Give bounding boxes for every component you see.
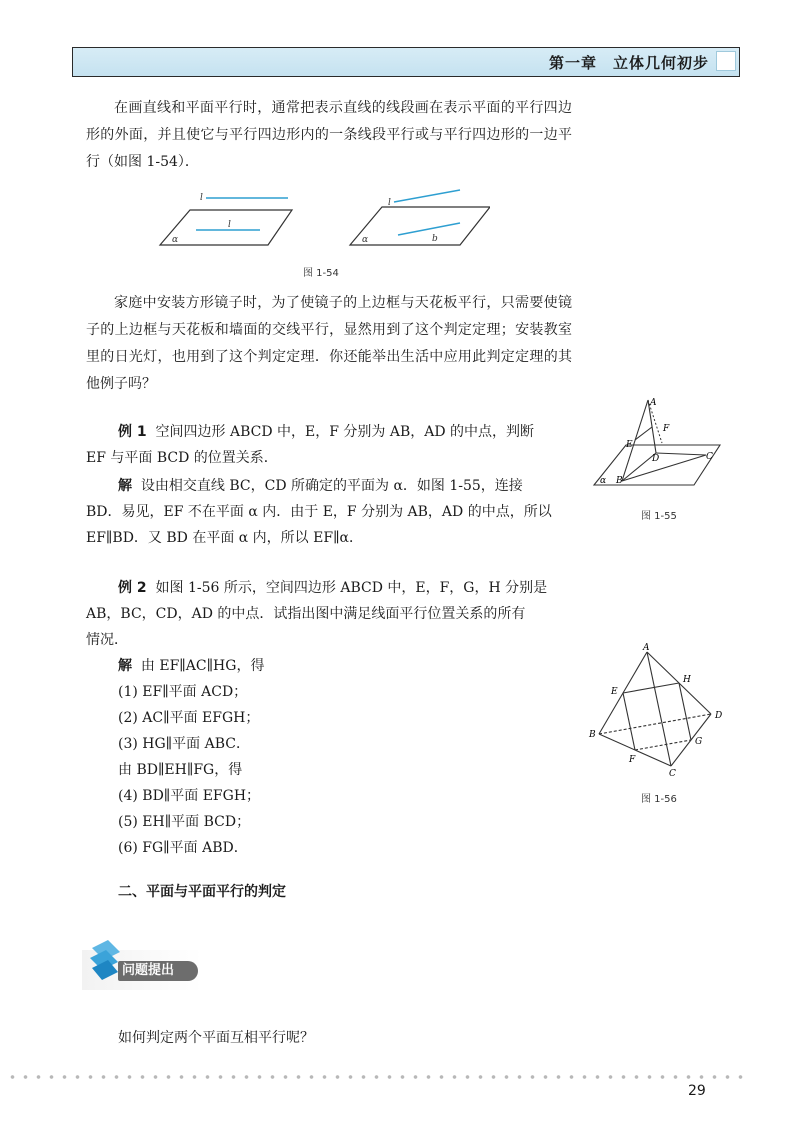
footer-dotted-divider <box>6 1074 746 1080</box>
label-alpha-left: α <box>172 235 179 245</box>
example2-line1 <box>118 576 547 600</box>
section-heading: 二、平面与平面平行的判定 <box>118 884 286 900</box>
plane-alpha <box>594 445 720 485</box>
label-b-right: b <box>432 234 438 244</box>
label-D: D <box>652 454 660 464</box>
example2-solution-item1: (1) EF∥平面 ACD； <box>118 684 248 700</box>
paragraph-mirror-example: 家庭中安装方形镜子时，为了使镜子的上边框与天花板平行，只需要使镜子的上边框与天花板和墙面的交线平行，显然用到了这个判定定理；安装教室里的日光灯，也用到了这个判定定理．你还能举出生活中应用此判定定理的其他例子吗？ <box>86 295 572 392</box>
example2-label: 例 2 <box>118 580 147 596</box>
example2-solution-text2: 由 BD∥EH∥FG，得 <box>118 762 243 778</box>
label-D: D <box>715 711 723 721</box>
label-alpha-right: α <box>362 235 369 245</box>
example1-line1 <box>118 420 534 444</box>
example1-solution-text3: EF∥BD．又 BD 在平面 α 内，所以 EF∥α． <box>86 530 363 546</box>
example1-solution-text1: 设由相交直线 BC，CD 所确定的平面为 α．如图 1-55，连接 <box>140 478 523 494</box>
label-E: E <box>626 440 633 450</box>
label-F: F <box>663 424 670 434</box>
header-square-icon <box>716 51 736 71</box>
label-H: H <box>683 675 691 685</box>
example2-text1: 如图 1-56 所示，空间四边形 ABCD 中，E，F，G，H 分别是 <box>155 580 548 596</box>
chapter-header-bar <box>72 47 740 77</box>
example2-solution-item2: (2) AC∥平面 EFGH； <box>118 710 260 726</box>
label-l-inner-left: l <box>228 220 231 230</box>
section-question: 如何判定两个平面互相平行呢？ <box>118 1030 314 1046</box>
line-b-inside-right <box>398 223 460 235</box>
example1-solution-text2: BD．易见，EF 不在平面 α 内．由于 E，F 分别为 AB，AD 的中点，所以 <box>86 504 552 520</box>
example1-label: 例 1 <box>118 424 147 440</box>
figure-1-56-caption: 图 1-56 <box>641 794 677 805</box>
label-G: G <box>695 737 703 747</box>
plane-alpha-left <box>160 210 292 245</box>
paragraph-parallel-drawing: 在画直线和平面平行时，通常把表示直线的线段画在表示平面的平行四边形的外面，并且使它与平行四边形内的一条线段平行或与平行四边形的一边平行（如图 1-54）． <box>86 100 572 170</box>
figure-1-54 <box>150 185 490 265</box>
example1-text2: EF 与平面 BCD 的位置关系． <box>86 450 278 466</box>
example1-solution-line1 <box>118 474 523 498</box>
label-C: C <box>669 769 676 779</box>
question-badge: 问题提出 <box>118 961 198 981</box>
example2-solution-line1 <box>118 654 264 678</box>
label-F: F <box>629 755 636 765</box>
label-B: B <box>589 730 596 740</box>
figure-1-55 <box>588 395 728 495</box>
example2-solution-item6: (6) FG∥平面 ABD． <box>118 840 248 856</box>
plane-alpha-right <box>350 207 490 245</box>
figure-1-54-caption: 图 1-54 <box>303 268 339 279</box>
figure-1-56 <box>585 640 735 780</box>
example1-solution-label: 解 <box>118 478 132 494</box>
example2-solution-item3: (3) HG∥平面 ABC． <box>118 736 250 752</box>
label-l-top-left: l <box>200 193 203 203</box>
chapter-title: 第一章 立体几何初步 <box>548 54 709 72</box>
label-alpha: α <box>600 476 607 486</box>
label-E: E <box>611 687 618 697</box>
label-C: C <box>706 452 713 462</box>
example2-text2: AB，BC，CD，AD 的中点．试指出图中满足线面平行位置关系的所有 <box>86 606 526 622</box>
line-l-outside-right <box>394 190 460 202</box>
example1-text1: 空间四边形 ABCD 中，E，F 分别为 AB，AD 的中点，判断 <box>155 424 535 440</box>
example2-solution-text1: 由 EF∥AC∥HG，得 <box>140 658 265 674</box>
example2-solution-label: 解 <box>118 658 132 674</box>
example2-solution-item4: (4) BD∥平面 EFGH； <box>118 788 261 804</box>
figure-1-55-caption: 图 1-55 <box>641 511 677 522</box>
example2-solution-item5: (5) EH∥平面 BCD； <box>118 814 251 830</box>
page-number: 29 <box>688 1083 706 1099</box>
label-B: B <box>616 476 623 486</box>
label-l-top-right: l <box>388 198 391 208</box>
label-A: A <box>643 643 650 653</box>
label-A: A <box>650 398 657 408</box>
example2-text3: 情况． <box>86 632 128 648</box>
